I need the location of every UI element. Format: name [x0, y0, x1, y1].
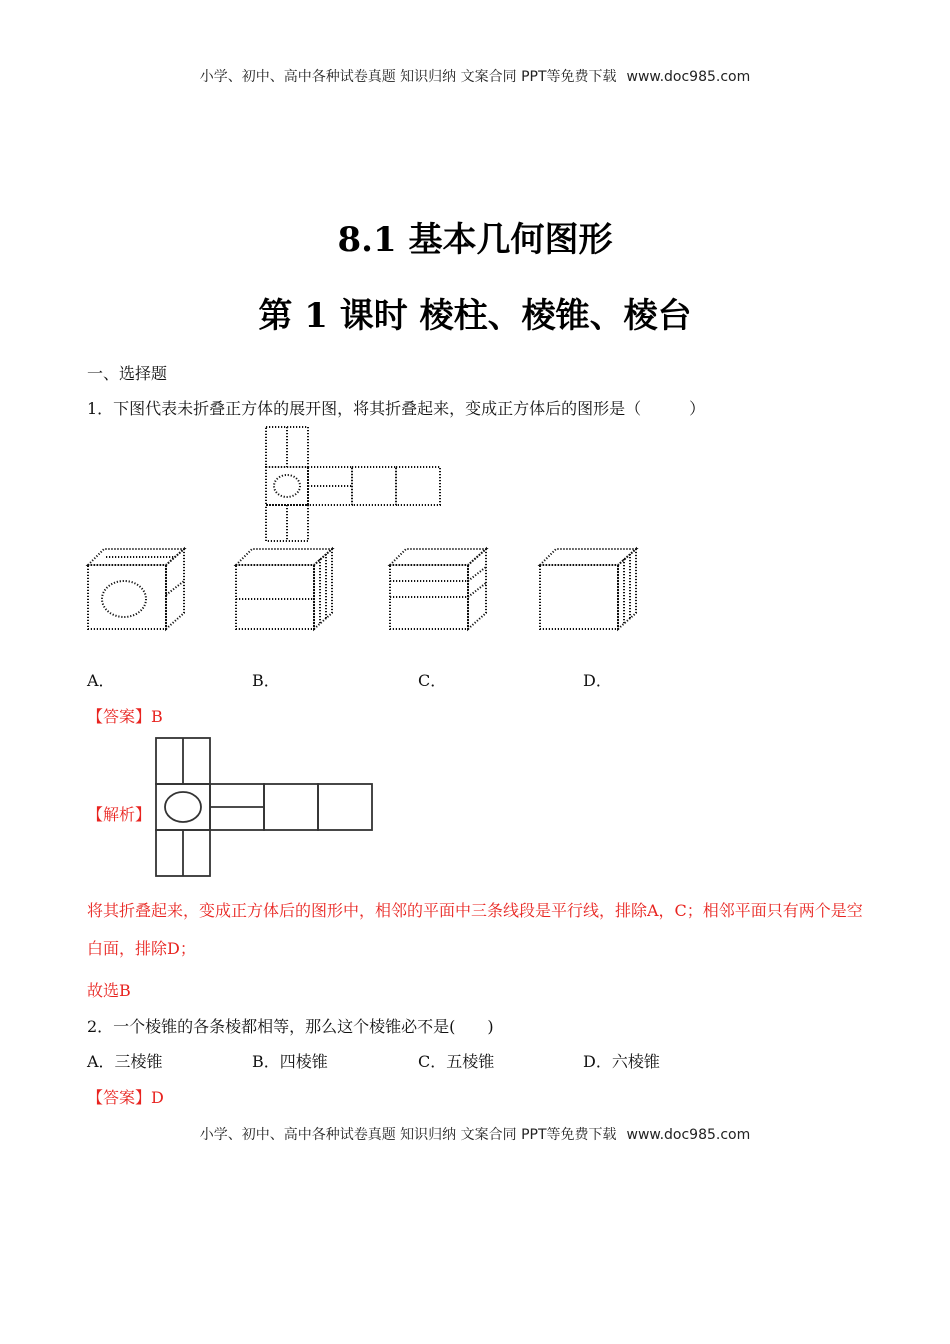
question-2-stem: 2．一个棱锥的各条棱都相等，那么这个棱锥必不是( ): [87, 1017, 494, 1036]
option-a-label: A．: [87, 671, 115, 690]
question-1-stem: 1．下图代表未折叠正方体的展开图，将其折叠起来，变成正方体后的图形是（ ）: [87, 399, 706, 418]
option-c-label: C．: [418, 671, 447, 690]
section-heading: 一、选择题: [87, 364, 168, 383]
answer-label: 【答案】: [87, 707, 152, 726]
page-title: 8.1 基本几何图形: [337, 220, 613, 260]
option-d-label: D．: [583, 671, 612, 690]
answer-label: 【答案】: [87, 1088, 152, 1107]
q2-option-c: C．五棱锥: [418, 1052, 495, 1071]
q2-option-a: A．三棱锥: [87, 1052, 163, 1071]
analysis-label: 【解析】: [87, 805, 152, 824]
question-1-answer: [87, 704, 163, 727]
option-b-label: B．: [252, 671, 280, 690]
option-d-cube: [538, 545, 640, 633]
answer-value: B: [151, 707, 163, 726]
page-header: [0, 66, 950, 86]
analysis-conclusion: 故选B: [87, 981, 131, 1000]
analysis-net-figure: [154, 736, 376, 880]
header-text: 小学、初中、高中各种试卷真题 知识归纳 文案合同 PPT等免费下载: [199, 69, 617, 85]
page-footer: [0, 1124, 950, 1144]
option-c-cube: [388, 545, 490, 633]
option-b-cube: [234, 545, 336, 633]
q2-option-d: D．六棱锥: [583, 1052, 660, 1071]
q2-option-b: B．四棱锥: [252, 1052, 328, 1071]
lesson-title: 第 1 课时 棱柱、棱锥、棱台: [258, 296, 692, 336]
option-a-cube: [86, 545, 186, 633]
header-url[interactable]: www.doc985.com: [626, 69, 751, 85]
cube-net-figure: [264, 425, 444, 543]
footer-url[interactable]: www.doc985.com: [626, 1127, 751, 1143]
answer-value: D: [151, 1088, 164, 1107]
analysis-text: 将其折叠起来，变成正方体后的图形中，相邻的平面中三条线段是平行线，排除A，C；相邻平面只有两个是空白面，排除D；: [87, 901, 863, 958]
question-2-answer: [87, 1085, 164, 1108]
footer-text: 小学、初中、高中各种试卷真题 知识归纳 文案合同 PPT等免费下载: [199, 1127, 617, 1143]
